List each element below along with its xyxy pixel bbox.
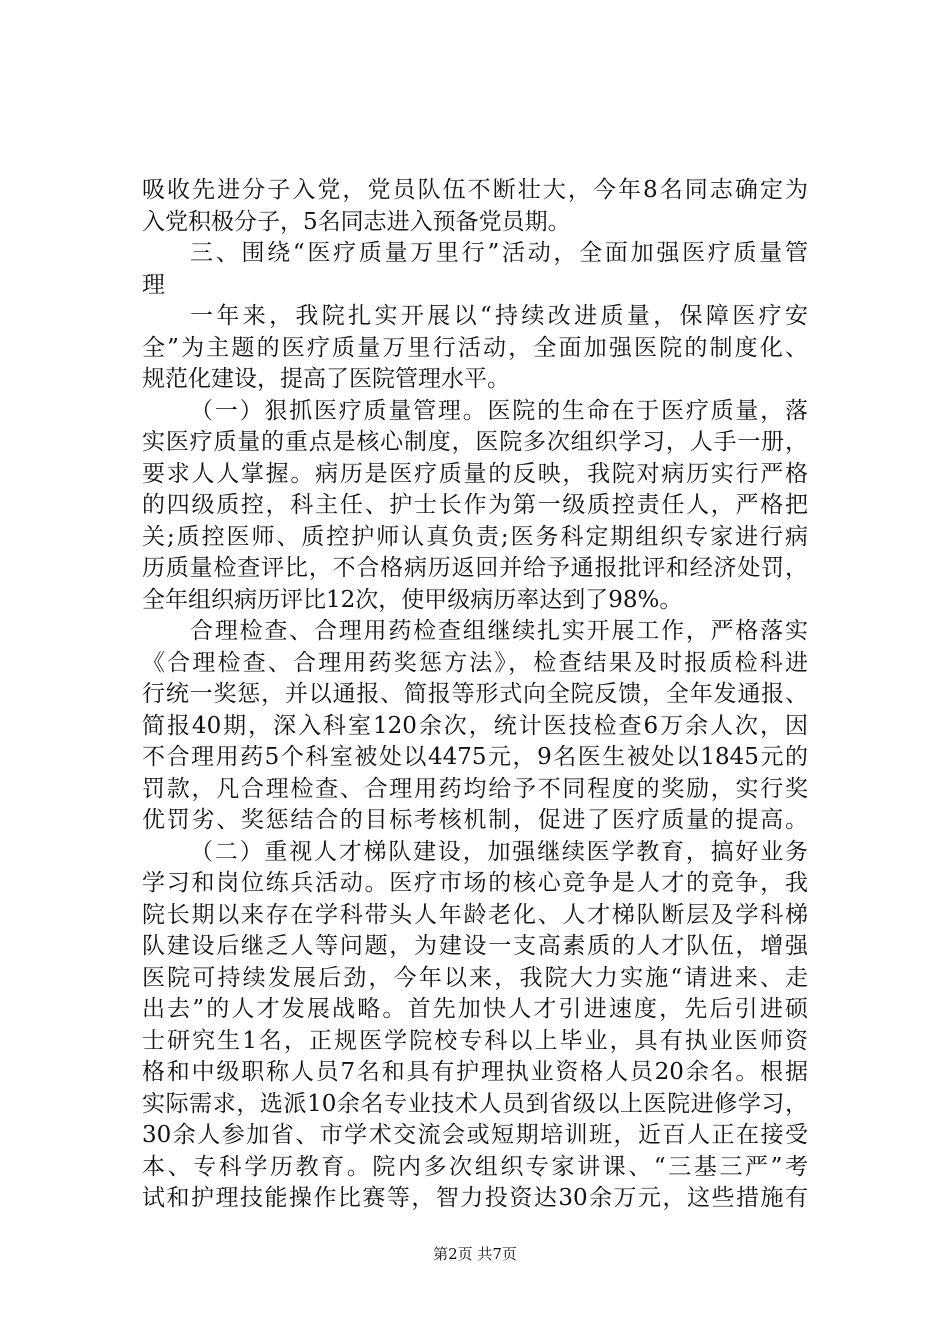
text-line: 全年组织病历评比12次，使甲级病历率达到了98%。 bbox=[142, 586, 683, 613]
text-line: 入党积极分子，5名同志进入预备党员期。 bbox=[142, 208, 571, 235]
text-line: 历质量检查评比，不合格病历返回并给予通报批评和经济处罚， bbox=[142, 555, 808, 581]
text-line: 合理检查、合理用药检查组继续扎实开展工作，严格落实 bbox=[190, 618, 808, 644]
text-line: 实际需求，选派10余名专业技术人员到省级以上医院进修学习， bbox=[142, 1090, 808, 1117]
text-line: 试和护理技能操作比赛等，智力投资达30余万元，这些措施有 bbox=[142, 1185, 808, 1211]
text-line: 的四级质控，科主任、护士长作为第一级质控责任人，严格把 bbox=[142, 492, 808, 518]
text-line: 出去”的人才发展战略。首先加快人才引进速度，先后引进硕 bbox=[142, 996, 808, 1022]
text-line: 全”为主题的医疗质量万里行活动，全面加强医院的制度化、 bbox=[142, 334, 808, 361]
text-line: （二）重视人才梯队建设，加强继续医学教育，搞好业务 bbox=[190, 838, 808, 865]
text-line: 医院可持续发展后劲，今年以来，我院大力实施“请进来、走 bbox=[142, 964, 808, 991]
text-line: 罚款，凡合理检查、合理用药均给予不同程度的奖励，实行奖 bbox=[142, 775, 808, 802]
text-line: 吸收先进分子入党，党员队伍不断壮大，今年8名同志确定为 bbox=[142, 177, 808, 203]
text-line: 《合理检查、合理用药奖惩方法》，检查结果及时报质检科进 bbox=[142, 649, 808, 676]
text-line: 院长期以来存在学科带头人年龄老化、人才梯队断层及学科梯 bbox=[142, 901, 808, 928]
text-line: （一）狠抓医疗质量管理。医院的生命在于医疗质量，落 bbox=[190, 397, 808, 424]
text-line: 格和中级职称人员7名和具有护理执业资格人员20余名。根据 bbox=[142, 1059, 808, 1085]
text-line: 学习和岗位练兵活动。医疗市场的核心竞争是人才的竞争，我 bbox=[142, 870, 808, 896]
text-line: 行统一奖惩，并以通报、简报等形式向全院反馈，全年发通报、 bbox=[142, 681, 808, 707]
text-line: 简报40期，深入科室120余次，统计医技检查6万余人次，因 bbox=[142, 712, 808, 739]
text-line: 实医疗质量的重点是核心制度，医院多次组织学习，人手一册， bbox=[142, 429, 808, 455]
text-line: 三、围绕“医疗质量万里行”活动，全面加强医疗质量管 bbox=[190, 240, 808, 266]
text-line: 规范化建设，提高了医院管理水平。 bbox=[142, 366, 510, 392]
text-line: 关;质控医师、质控护师认真负责;医务科定期组织专家进行病 bbox=[142, 523, 808, 550]
text-line: 理 bbox=[142, 271, 165, 298]
text-line: 一年来，我院扎实开展以“持续改进质量，保障医疗安 bbox=[190, 303, 808, 329]
text-line: 30余人参加省、市学术交流会或短期培训班，近百人正在接受 bbox=[142, 1122, 808, 1148]
page-footer: 第2页 共7页 bbox=[433, 1245, 517, 1263]
text-line: 要求人人掌握。病历是医疗质量的反映，我院对病历实行严格 bbox=[142, 460, 808, 487]
text-line: 不合理用药5个科室被处以4475元，9名医生被处以1845元的 bbox=[142, 744, 808, 770]
text-line: 士研究生1名，正规医学院校专科以上毕业，具有执业医师资 bbox=[142, 1027, 808, 1054]
text-line: 队建设后继乏人等问题，为建设一支高素质的人才队伍，增强 bbox=[142, 933, 808, 959]
text-line: 优罚劣、奖惩结合的目标考核机制，促进了医疗质量的提高。 bbox=[142, 807, 808, 833]
text-line: 本、专科学历教育。院内多次组织专家讲课、“三基三严”考 bbox=[142, 1153, 808, 1180]
